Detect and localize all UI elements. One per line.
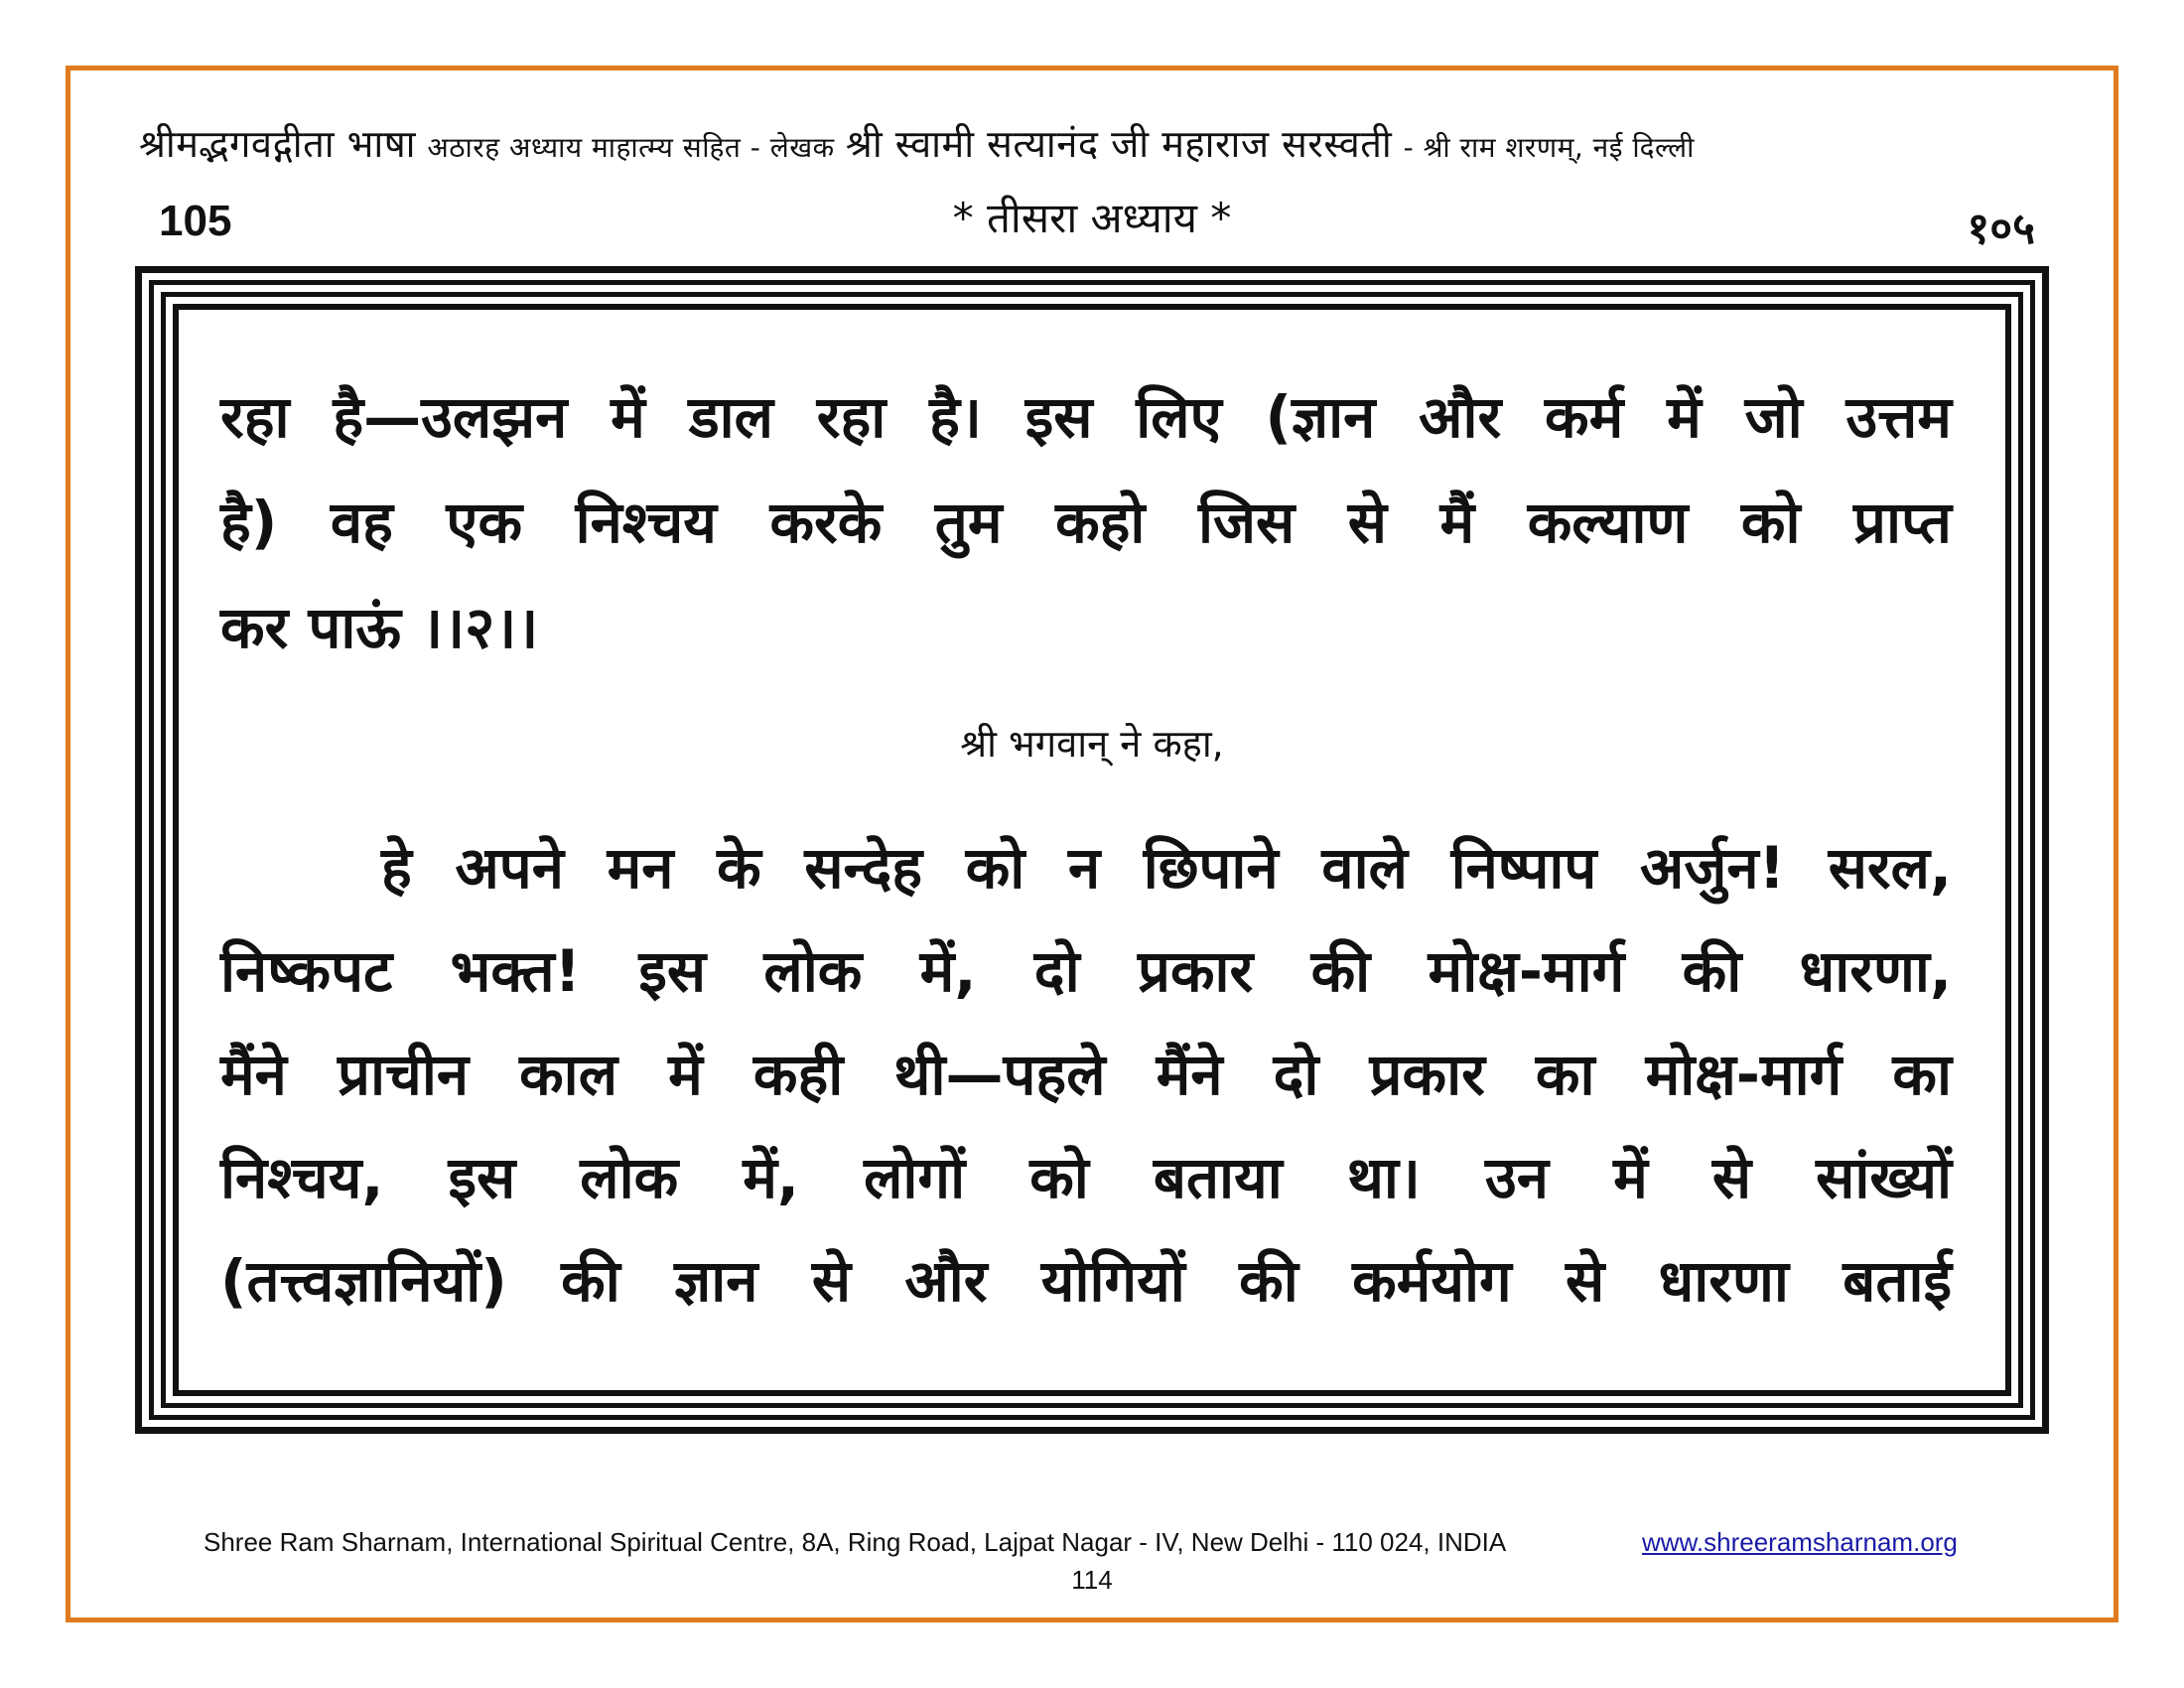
text-line: है) वह एक निश्चय करके तुम कहो जिस से मैं कल्याण को प्राप्त [220, 489, 1952, 556]
page-number-arabic: 105 [159, 197, 232, 245]
footer-page-number: 114 [1071, 1565, 1113, 1595]
chapter-title: * तीसरा अध्याय * [952, 194, 1232, 242]
page-number-devanagari: १०५ [1967, 204, 2035, 254]
text-line: मैंने प्राचीन काल में कही थी—पहले मैंने दो प्रकार का मोक्ष-मार्ग का [220, 1041, 1952, 1108]
footer-address: Shree Ram Sharnam, International Spiritual Centre, 8A, Ring Road, Lajpat Nagar - IV, New Delhi - 110 024, INDIA [204, 1527, 1507, 1557]
text-line: रहा है—उलझन में डाल रहा है। इस लिए (ज्ञान और कर्म में जो उत्तम [220, 383, 1952, 451]
text-line: हे अपने मन के सन्देह को न छिपाने वाले निष्पाप अर्जुन! सरल, [381, 834, 1952, 902]
speaker-heading: श्री भगवान् ने कहा, [960, 722, 1224, 766]
text-line: निश्चय, इस लोक में, लोगों को बताया था। उन में से सांख्यों [220, 1144, 1952, 1211]
author-name: श्री स्वामी सत्यानंद जी महाराज सरस्वती [845, 122, 1393, 166]
publisher: - श्री राम शरणम्, नई दिल्ली [1403, 131, 1695, 164]
website-link[interactable]: www.shreeramsharnam.org [1642, 1527, 1958, 1557]
text-line: (तत्त्वज्ञानियों) की ज्ञान से और योगियों की कर्मयोग से धारणा बताई [220, 1247, 1952, 1315]
book-subtitle: अठारह अध्याय माहात्म्य सहित - लेखक [427, 131, 835, 164]
text-line: निष्कपट भक्त! इस लोक में, दो प्रकार की मोक्ष-मार्ग की धारणा, [220, 937, 1952, 1005]
book-title: श्रीमद्भगवद्गीता भाषा [139, 122, 417, 166]
book-header [139, 117, 2065, 169]
text-line: कर पाऊं ।।२।। [220, 594, 539, 661]
